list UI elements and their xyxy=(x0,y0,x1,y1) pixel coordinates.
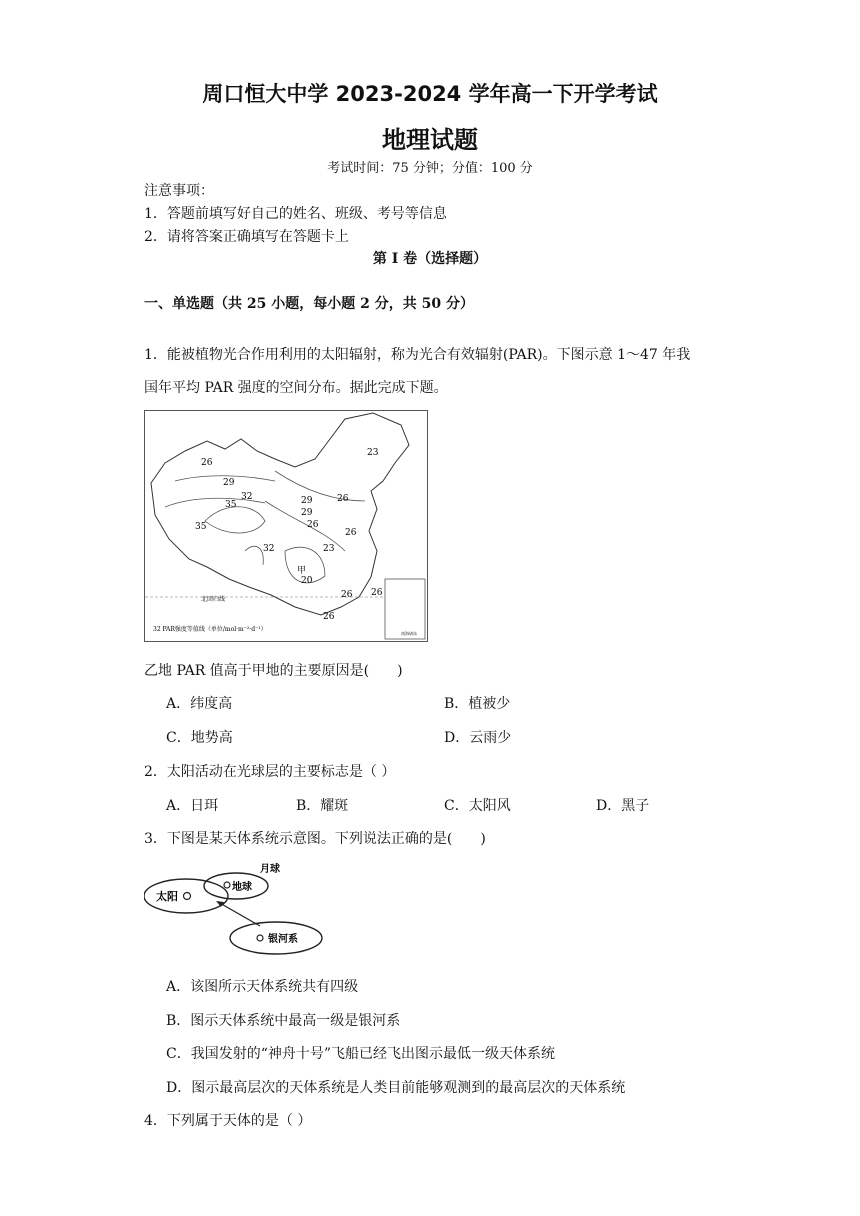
q2-option-a[interactable]: A．日珥 xyxy=(166,798,219,814)
q3-option-a[interactable]: A．该图所示天体系统共有四级 xyxy=(166,979,359,995)
earth-dot xyxy=(224,882,230,888)
notes-heading: 注意事项： xyxy=(144,183,214,199)
part-heading: 一、单选题（共 25 小题，每小题 2 分，共 50 分） xyxy=(144,296,474,312)
map-contour-label: 20 xyxy=(301,576,313,586)
tropic-label: 北回归线 xyxy=(201,596,226,603)
volume-heading: 第 I 卷（选择题） xyxy=(372,251,488,267)
map-contour-label: 23 xyxy=(323,544,335,554)
q2-stem: 2．太阳活动在光球层的主要标志是（ ） xyxy=(144,764,396,780)
exam-meta: 考试时间：75 分钟；分值：100 分 xyxy=(327,161,533,176)
q1-stem-line1: 1．能被植物光合作用利用的太阳辐射，称为光合有效辐射(PAR)。下图示意 1～47 年我 xyxy=(144,347,691,363)
china-outline xyxy=(151,413,409,615)
map-legend: 32 PAR强度等值线（单位/mol·m⁻²·d⁻¹） xyxy=(153,626,267,633)
sun-dot xyxy=(184,893,191,900)
map-contour-label: 35 xyxy=(195,522,207,532)
q4-stem: 4．下列属于天体的是（ ） xyxy=(144,1113,312,1129)
map-contour-label: 26 xyxy=(341,590,353,600)
q3-option-c[interactable]: C．我国发射的“神舟十号”飞船已经飞出图示最低一级天体系统 xyxy=(166,1046,556,1062)
q3-option-b[interactable]: B．图示天体系统中最高一级是银河系 xyxy=(166,1013,401,1029)
q1-stem-line2: 国年平均 PAR 强度的空间分布。据此完成下题。 xyxy=(144,380,448,396)
map-contour-label: 26 xyxy=(337,494,349,504)
map-contour-label: 26 xyxy=(201,458,213,468)
inset-label: 南海诸岛 xyxy=(401,631,417,636)
map-contour-label: 26 xyxy=(323,612,335,622)
galaxy-label: 银河系 xyxy=(268,934,298,945)
q2-option-b[interactable]: B．耀斑 xyxy=(296,798,349,814)
q3-option-d[interactable]: D．图示最高层次的天体系统是人类目前能够观测到的最高层次的天体系统 xyxy=(166,1080,626,1096)
q1-option-b[interactable]: B．植被少 xyxy=(444,696,511,712)
par-map xyxy=(144,410,428,642)
q2-option-c[interactable]: C．太阳风 xyxy=(444,798,511,814)
china-map-figure xyxy=(145,411,427,641)
map-contour-label: 29 xyxy=(301,508,313,518)
notes-item: 2．请将答案正确填写在答题卡上 xyxy=(144,229,349,245)
map-contour-label: 29 xyxy=(301,496,313,506)
q1-sub-question: 乙地 PAR 值高于甲地的主要原因是( ) xyxy=(144,663,403,679)
map-contour-label: 29 xyxy=(223,478,235,488)
celestial-system-diagram xyxy=(144,858,334,958)
map-contour-label: 26 xyxy=(345,528,357,538)
notes-item: 1．答题前填写好自己的姓名、班级、考号等信息 xyxy=(144,206,447,222)
map-contour-label: 26 xyxy=(371,588,383,598)
exam-title: 周口恒大中学 2023-2024 学年高一下开学考试 xyxy=(202,82,658,106)
map-contour-label: 26 xyxy=(307,520,319,530)
galaxy-dot xyxy=(257,935,263,941)
earth-label: 地球 xyxy=(232,882,252,893)
moon-label: 月球 xyxy=(260,864,280,875)
map-place-label: 甲 xyxy=(297,566,307,576)
q2-option-d[interactable]: D．黑子 xyxy=(596,798,650,814)
exam-subject: 地理试题 xyxy=(382,126,478,154)
q3-stem: 3．下图是某天体系统示意图。下列说法正确的是( ) xyxy=(144,831,486,847)
sun-label: 太阳 xyxy=(156,890,178,903)
map-contour-label: 32 xyxy=(263,544,275,554)
q1-option-c[interactable]: C．地势高 xyxy=(166,730,233,746)
map-contour-label: 32 xyxy=(241,492,253,502)
map-contour-label: 35 xyxy=(225,500,237,510)
map-contour-label: 23 xyxy=(367,448,379,458)
q1-option-d[interactable]: D．云雨少 xyxy=(444,730,512,746)
q1-option-a[interactable]: A．纬度高 xyxy=(166,696,233,712)
